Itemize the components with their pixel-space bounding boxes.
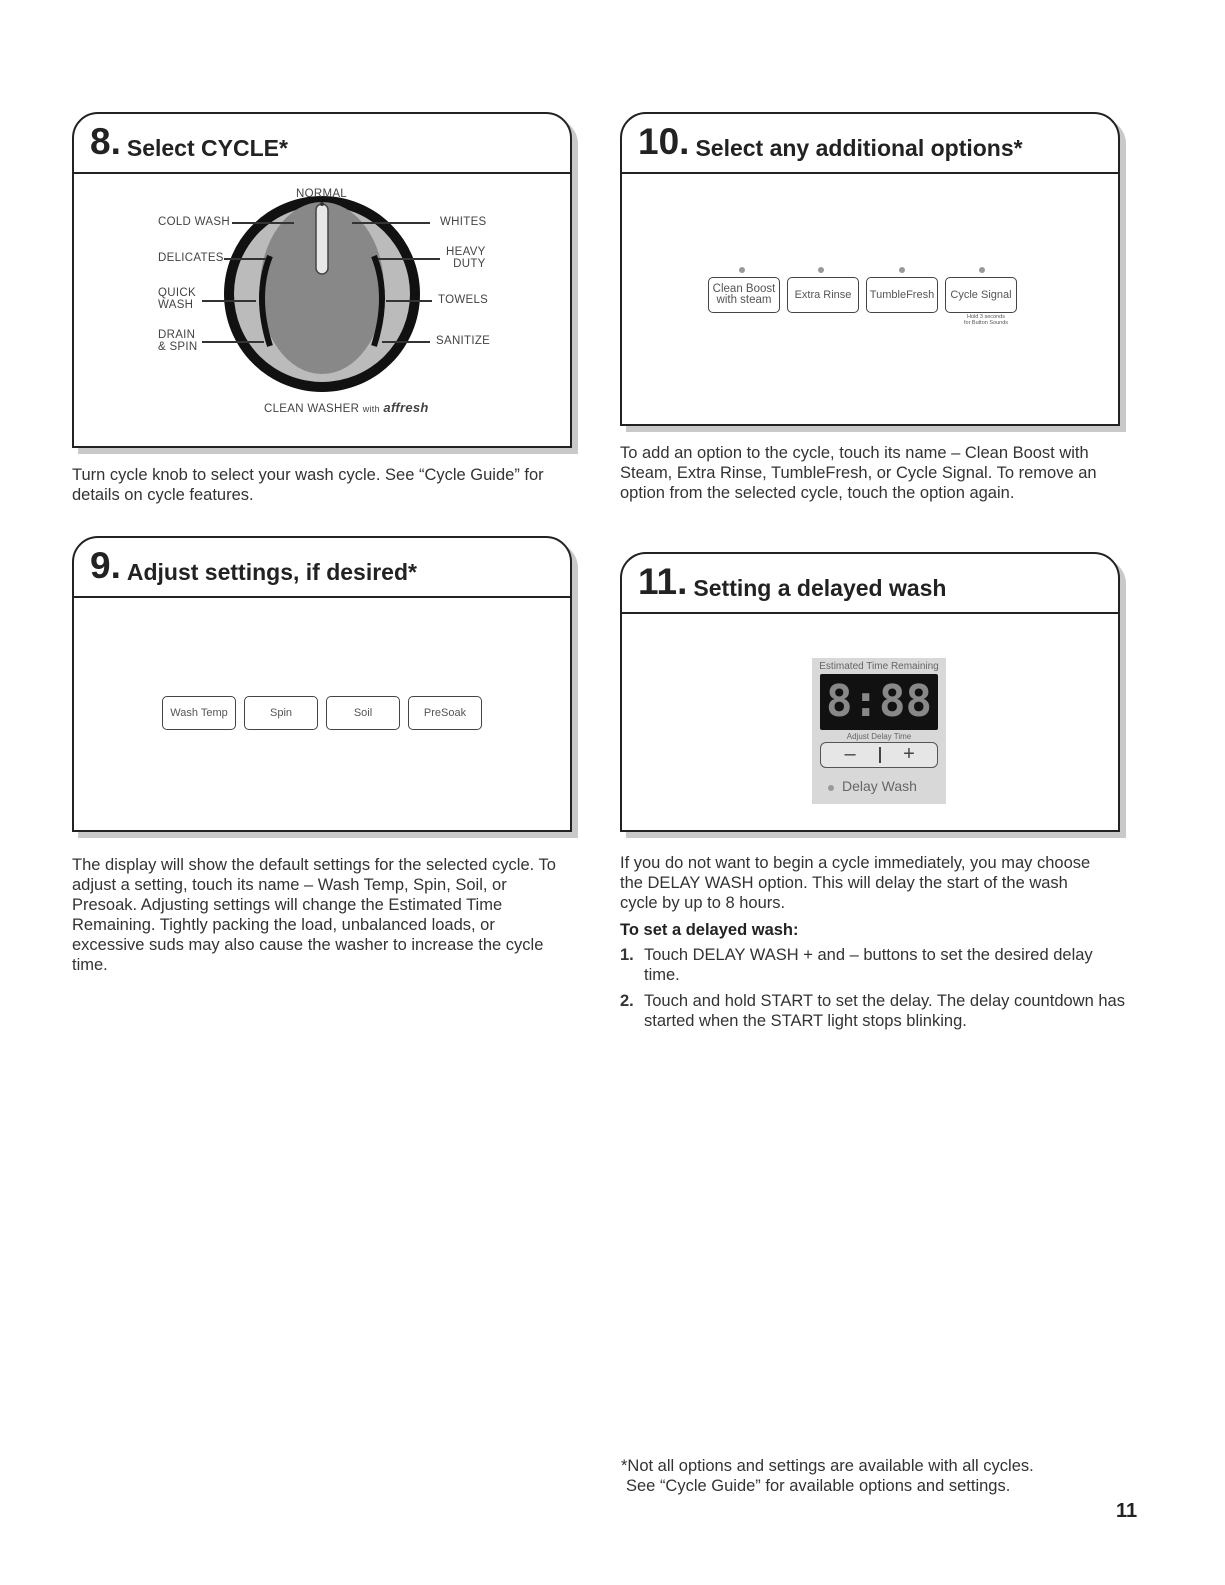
- time-display: [820, 674, 938, 730]
- hold-note: Hold 3 seconds for Button Sounds: [963, 314, 1009, 326]
- step-11-number: 11.: [638, 561, 688, 602]
- presoak-button[interactable]: PreSoak: [408, 696, 482, 730]
- dial-label-clean-washer: CLEAN WASHER: [264, 403, 360, 415]
- adjust-delay-control: [820, 742, 938, 768]
- dial-label-whites: WHITES: [440, 216, 487, 228]
- step-9-panel: [72, 536, 572, 832]
- step-8-description: Turn cycle knob to select your wash cycle. See “Cycle Guide” for details on cycle features.: [72, 466, 544, 504]
- line-cold-wash: [232, 222, 294, 224]
- dial-label-cold-wash: COLD WASH: [158, 216, 230, 228]
- delay-plus-button[interactable]: +: [903, 743, 915, 765]
- page-number: 11: [1116, 1500, 1138, 1522]
- delay-display-panel: [812, 658, 946, 804]
- step-10-number: 10.: [638, 121, 690, 162]
- step-8-panel: [72, 112, 572, 448]
- delay-wash-indicator: [828, 785, 834, 791]
- adjust-delay-label: Adjust Delay Time: [846, 732, 912, 741]
- line-quick-wash: [202, 300, 256, 302]
- extra-rinse-button[interactable]: Extra Rinse: [787, 277, 859, 313]
- step-11-list-item-1: Touch DELAY WASH + and – buttons to set the desired delay time.: [644, 946, 1093, 984]
- cycle-dial-illustration: [74, 176, 570, 446]
- tumblefresh-button[interactable]: TumbleFresh: [866, 277, 938, 313]
- cycle-signal-button[interactable]: Cycle Signal: [945, 277, 1017, 313]
- step-9-description: The display will show the default settings for the selected cycle. To adjust a setting, touch its name – Wash Temp, Spin, Soil, or Presoak. Adjusting settings will change the Estimated Time Remaining. Tightly packing the load, unbalanced loads, or excessive suds may also cause the washer to increase the cycle time.: [72, 856, 556, 974]
- affresh-logo: affresh: [383, 400, 429, 415]
- step-8-title: Select CYCLE*: [126, 135, 288, 161]
- line-delicates: [224, 258, 266, 260]
- step-11-panel: [620, 552, 1120, 832]
- clean-boost-indicator: [739, 267, 745, 273]
- footnote-line-1: *Not all options and settings are available with all cycles.: [621, 1457, 1034, 1475]
- step-11-list-number-2: 2.: [620, 992, 634, 1010]
- dial-label-top: NORMAL: [296, 188, 348, 200]
- step-9-header: [74, 538, 570, 598]
- dial-label-delicates: DELICATES: [158, 252, 224, 264]
- clean-boost-button[interactable]: Clean Boost with steam: [708, 277, 780, 313]
- step-11-title: Setting a delayed wash: [693, 575, 947, 601]
- step-11-header: [622, 554, 1118, 614]
- dial-label-sanitize: SANITIZE: [436, 335, 491, 347]
- step-11-description: If you do not want to begin a cycle immediately, you may choose the DELAY WASH option. This will delay the start of the wash cycle by up to 8 hours.: [620, 854, 1091, 912]
- extra-rinse-indicator: [818, 267, 824, 273]
- line-drain-spin: [202, 341, 264, 343]
- line-sanitize: [382, 341, 430, 343]
- footnote-line-2: See “Cycle Guide” for available options and settings.: [626, 1477, 1011, 1495]
- step-9-number: 9.: [90, 545, 121, 586]
- step-9-title: Adjust settings, if desired*: [126, 559, 417, 585]
- dial-label-with: with: [362, 404, 380, 414]
- step-10-title: Select any additional options*: [695, 135, 1023, 161]
- dial-label-drain-spin: DRAIN & SPIN: [158, 329, 198, 353]
- step-10-header: [622, 114, 1118, 174]
- line-towels: [386, 300, 432, 302]
- tumblefresh-indicator: [899, 267, 905, 273]
- dial-label-towels: TOWELS: [438, 294, 489, 306]
- dial-label-quick-wash: QUICK WASH: [158, 287, 196, 311]
- step-11-subhead: To set a delayed wash:: [620, 921, 799, 939]
- spin-button[interactable]: Spin: [244, 696, 318, 730]
- dial-label-bottom: [264, 402, 429, 415]
- line-whites: [352, 222, 430, 224]
- delay-wash-label: Delay Wash: [842, 778, 917, 794]
- estimated-time-label: Estimated Time Remaining: [819, 661, 939, 672]
- step-10-description: To add an option to the cycle, touch its name – Clean Boost with Steam, Extra Rinse, TumbleFresh, or Cycle Signal. To remove an option from the selected cycle, touch the option again.: [620, 444, 1097, 502]
- dial-label-heavy-duty: HEAVY DUTY: [446, 246, 486, 270]
- step-11-list-number-1: 1.: [620, 946, 634, 964]
- soil-button[interactable]: Soil: [326, 696, 400, 730]
- delay-minus-button[interactable]: –: [844, 743, 856, 765]
- step-8-header: [74, 114, 570, 174]
- step-8-number: 8.: [90, 121, 121, 162]
- cycle-signal-indicator: [979, 267, 985, 273]
- step-10-panel: [620, 112, 1120, 426]
- line-heavy-duty: [378, 258, 440, 260]
- step-11-list-item-2: Touch and hold START to set the delay. The delay countdown has started when the START light stops blinking.: [644, 992, 1125, 1030]
- time-digits: 8:88: [826, 676, 932, 727]
- wash-temp-button[interactable]: Wash Temp: [162, 696, 236, 730]
